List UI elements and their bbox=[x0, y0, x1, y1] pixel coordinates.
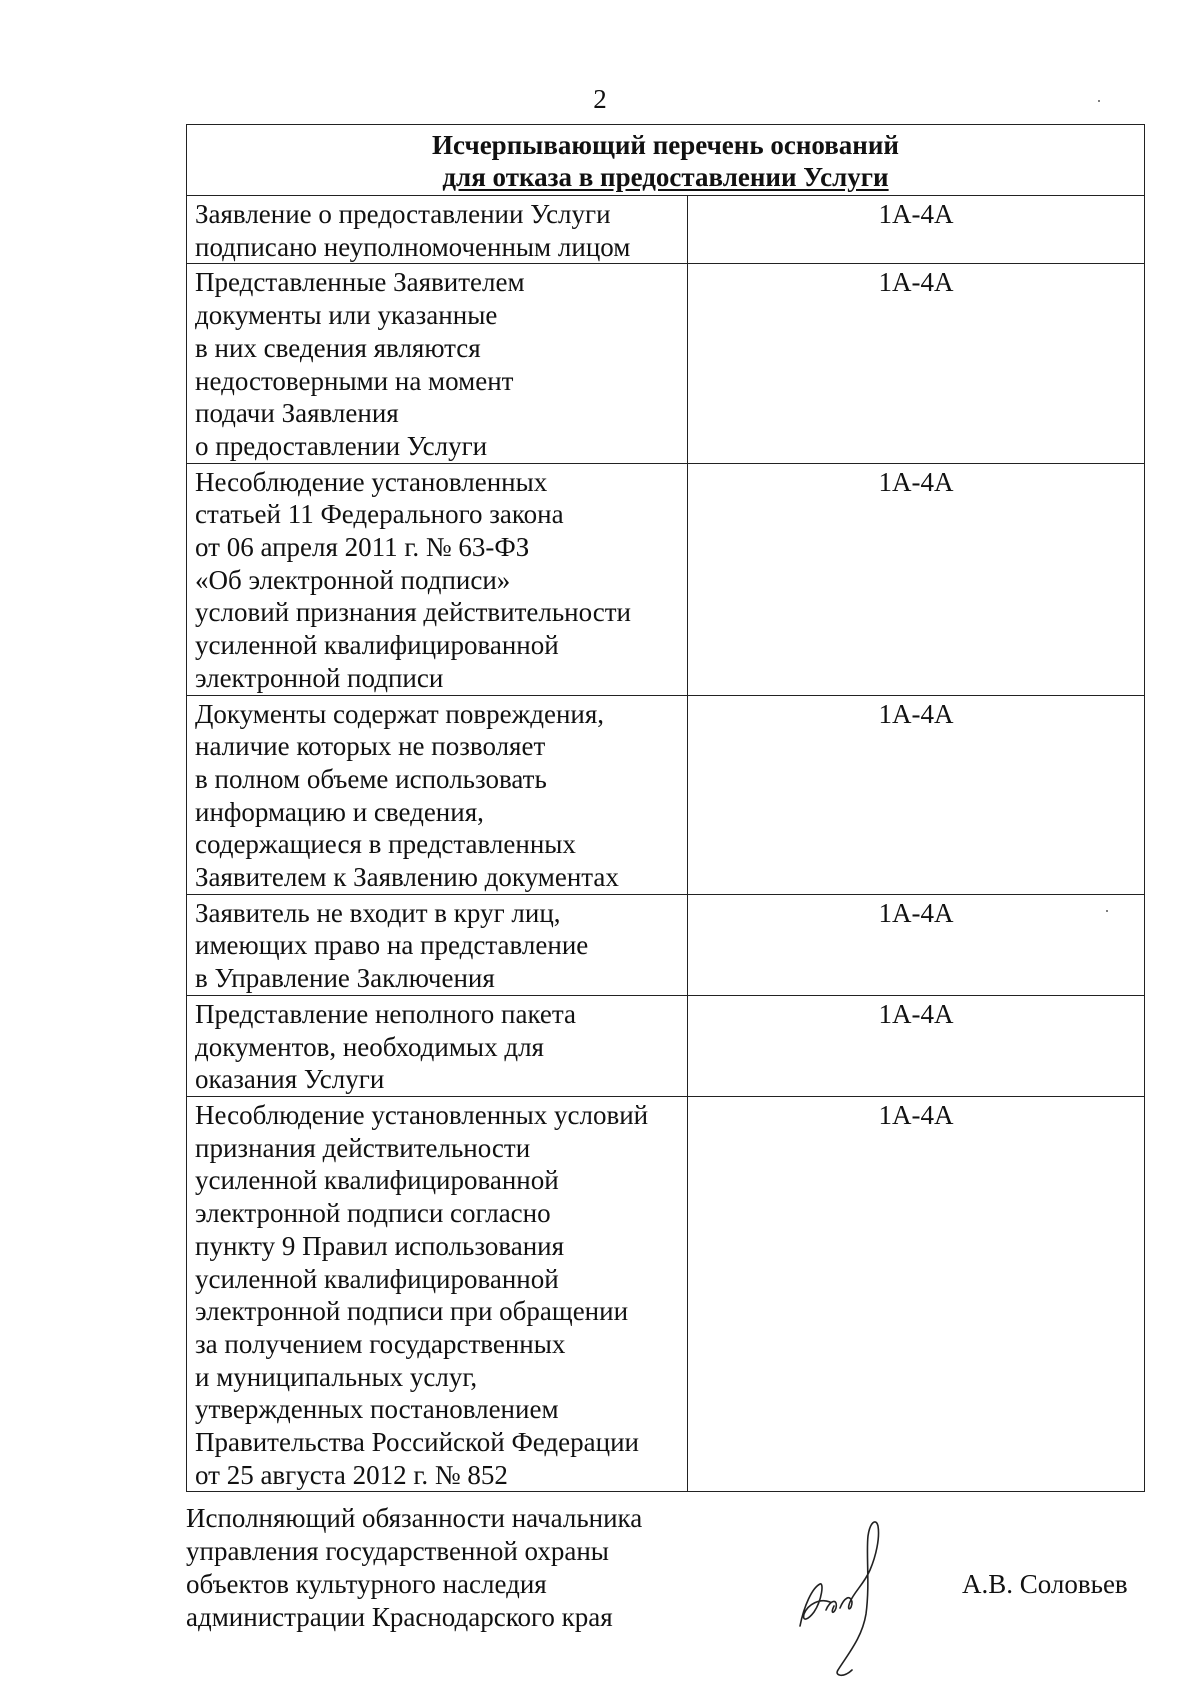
reason-line: в полном объеме использовать bbox=[195, 763, 547, 794]
table-row bbox=[187, 894, 1145, 995]
code-cell: 1А-4А bbox=[688, 995, 1145, 1096]
handwritten-signature bbox=[790, 1514, 900, 1684]
table-row bbox=[187, 1096, 1145, 1491]
reason-line: усиленной квалифицированной bbox=[195, 1263, 559, 1294]
reason-line: подачи Заявления bbox=[195, 398, 399, 429]
reason-line: электронной подписи согласно bbox=[195, 1198, 551, 1229]
table-row bbox=[187, 196, 1145, 264]
page-number: 2 bbox=[593, 84, 607, 114]
table-row bbox=[187, 695, 1145, 894]
table-header bbox=[187, 125, 1145, 196]
reason-line: условий признания действительности bbox=[195, 597, 631, 628]
reason-line: Несоблюдение установленных условий bbox=[195, 1099, 649, 1130]
reason-line: документы или указанные bbox=[195, 300, 498, 331]
reason-line: недостоверными на момент bbox=[195, 365, 514, 396]
signatory-position bbox=[186, 1502, 642, 1634]
reason-line: статьей 11 Федерального закона bbox=[195, 499, 564, 530]
reason-line: содержащиеся в представленных bbox=[195, 829, 576, 860]
reason-line: Несоблюдение установленных bbox=[195, 466, 548, 497]
code-cell: 1А-4А bbox=[688, 695, 1145, 894]
code-cell: 1А-4А bbox=[688, 463, 1145, 695]
reason-line: в них сведения являются bbox=[195, 332, 481, 363]
reason-line: утвержденных постановлением bbox=[195, 1394, 559, 1425]
reason-line: Представление неполного пакета bbox=[195, 998, 577, 1029]
table-row bbox=[187, 264, 1145, 463]
header-line: для отказа в предоставлении Услуги bbox=[442, 162, 889, 192]
reason-line: пункту 9 Правил использования bbox=[195, 1230, 565, 1261]
position-line: управления государственной охраны bbox=[186, 1536, 609, 1566]
position-line: Исполняющий обязанности начальника bbox=[186, 1503, 643, 1533]
reason-cell bbox=[187, 695, 688, 894]
reason-cell bbox=[187, 894, 688, 995]
reason-line: усиленной квалифицированной bbox=[195, 630, 559, 661]
reason-line: Представленные Заявителем bbox=[195, 267, 525, 298]
reason-line: подписано неуполномоченным лицом bbox=[195, 231, 631, 262]
reason-cell bbox=[187, 264, 688, 463]
refusal-grounds-table bbox=[186, 124, 1145, 1492]
reason-cell bbox=[187, 1096, 688, 1491]
reason-line: от 06 апреля 2011 г. № 63-ФЗ bbox=[195, 532, 530, 563]
reason-cell bbox=[187, 463, 688, 695]
reason-line: наличие которых не позволяет bbox=[195, 731, 546, 762]
reason-line: и муниципальных услуг, bbox=[195, 1361, 478, 1392]
code-cell: 1А-4А bbox=[688, 196, 1145, 264]
reason-line: о предоставлении Услуги bbox=[195, 430, 488, 461]
code-cell: 1А-4А bbox=[688, 264, 1145, 463]
scan-speck bbox=[1098, 100, 1100, 102]
reason-line: электронной подписи при обращении bbox=[195, 1296, 629, 1327]
reason-line: признания действительности bbox=[195, 1132, 531, 1163]
reason-line: информацию и сведения, bbox=[195, 796, 484, 827]
position-line: администрации Краснодарского края bbox=[186, 1602, 613, 1632]
header-line: Исчерпывающий перечень оснований bbox=[432, 130, 899, 160]
reason-line: оказания Услуги bbox=[195, 1064, 385, 1095]
reason-line: «Об электронной подписи» bbox=[195, 564, 511, 595]
reason-line: Заявление о предоставлении Услуги bbox=[195, 199, 611, 229]
reason-line: усиленной квалифицированной bbox=[195, 1165, 559, 1196]
reason-line: в Управление Заключения bbox=[195, 963, 495, 994]
table-header-row bbox=[187, 125, 1145, 196]
code-cell: 1А-4А bbox=[688, 1096, 1145, 1491]
signatory-name: А.В. Соловьев bbox=[962, 1569, 1128, 1599]
reason-line: Заявитель не входит в круг лиц, bbox=[195, 897, 561, 928]
reason-cell bbox=[187, 196, 688, 264]
reason-cell bbox=[187, 995, 688, 1096]
reason-line: имеющих право на представление bbox=[195, 930, 589, 961]
reason-line: за получением государственных bbox=[195, 1328, 566, 1359]
reason-line: документов, необходимых для bbox=[195, 1031, 544, 1062]
reason-line: Заявителем к Заявлению документах bbox=[195, 862, 619, 893]
reason-line: электронной подписи bbox=[195, 662, 444, 693]
code-cell: 1А-4А bbox=[688, 894, 1145, 995]
reason-line: Документы содержат повреждения, bbox=[195, 698, 605, 729]
position-line: объектов культурного наследия bbox=[186, 1569, 547, 1599]
table-row bbox=[187, 995, 1145, 1096]
reason-line: Правительства Российской Федерации bbox=[195, 1427, 639, 1458]
table-row bbox=[187, 463, 1145, 695]
reason-line: от 25 августа 2012 г. № 852 bbox=[195, 1459, 508, 1490]
